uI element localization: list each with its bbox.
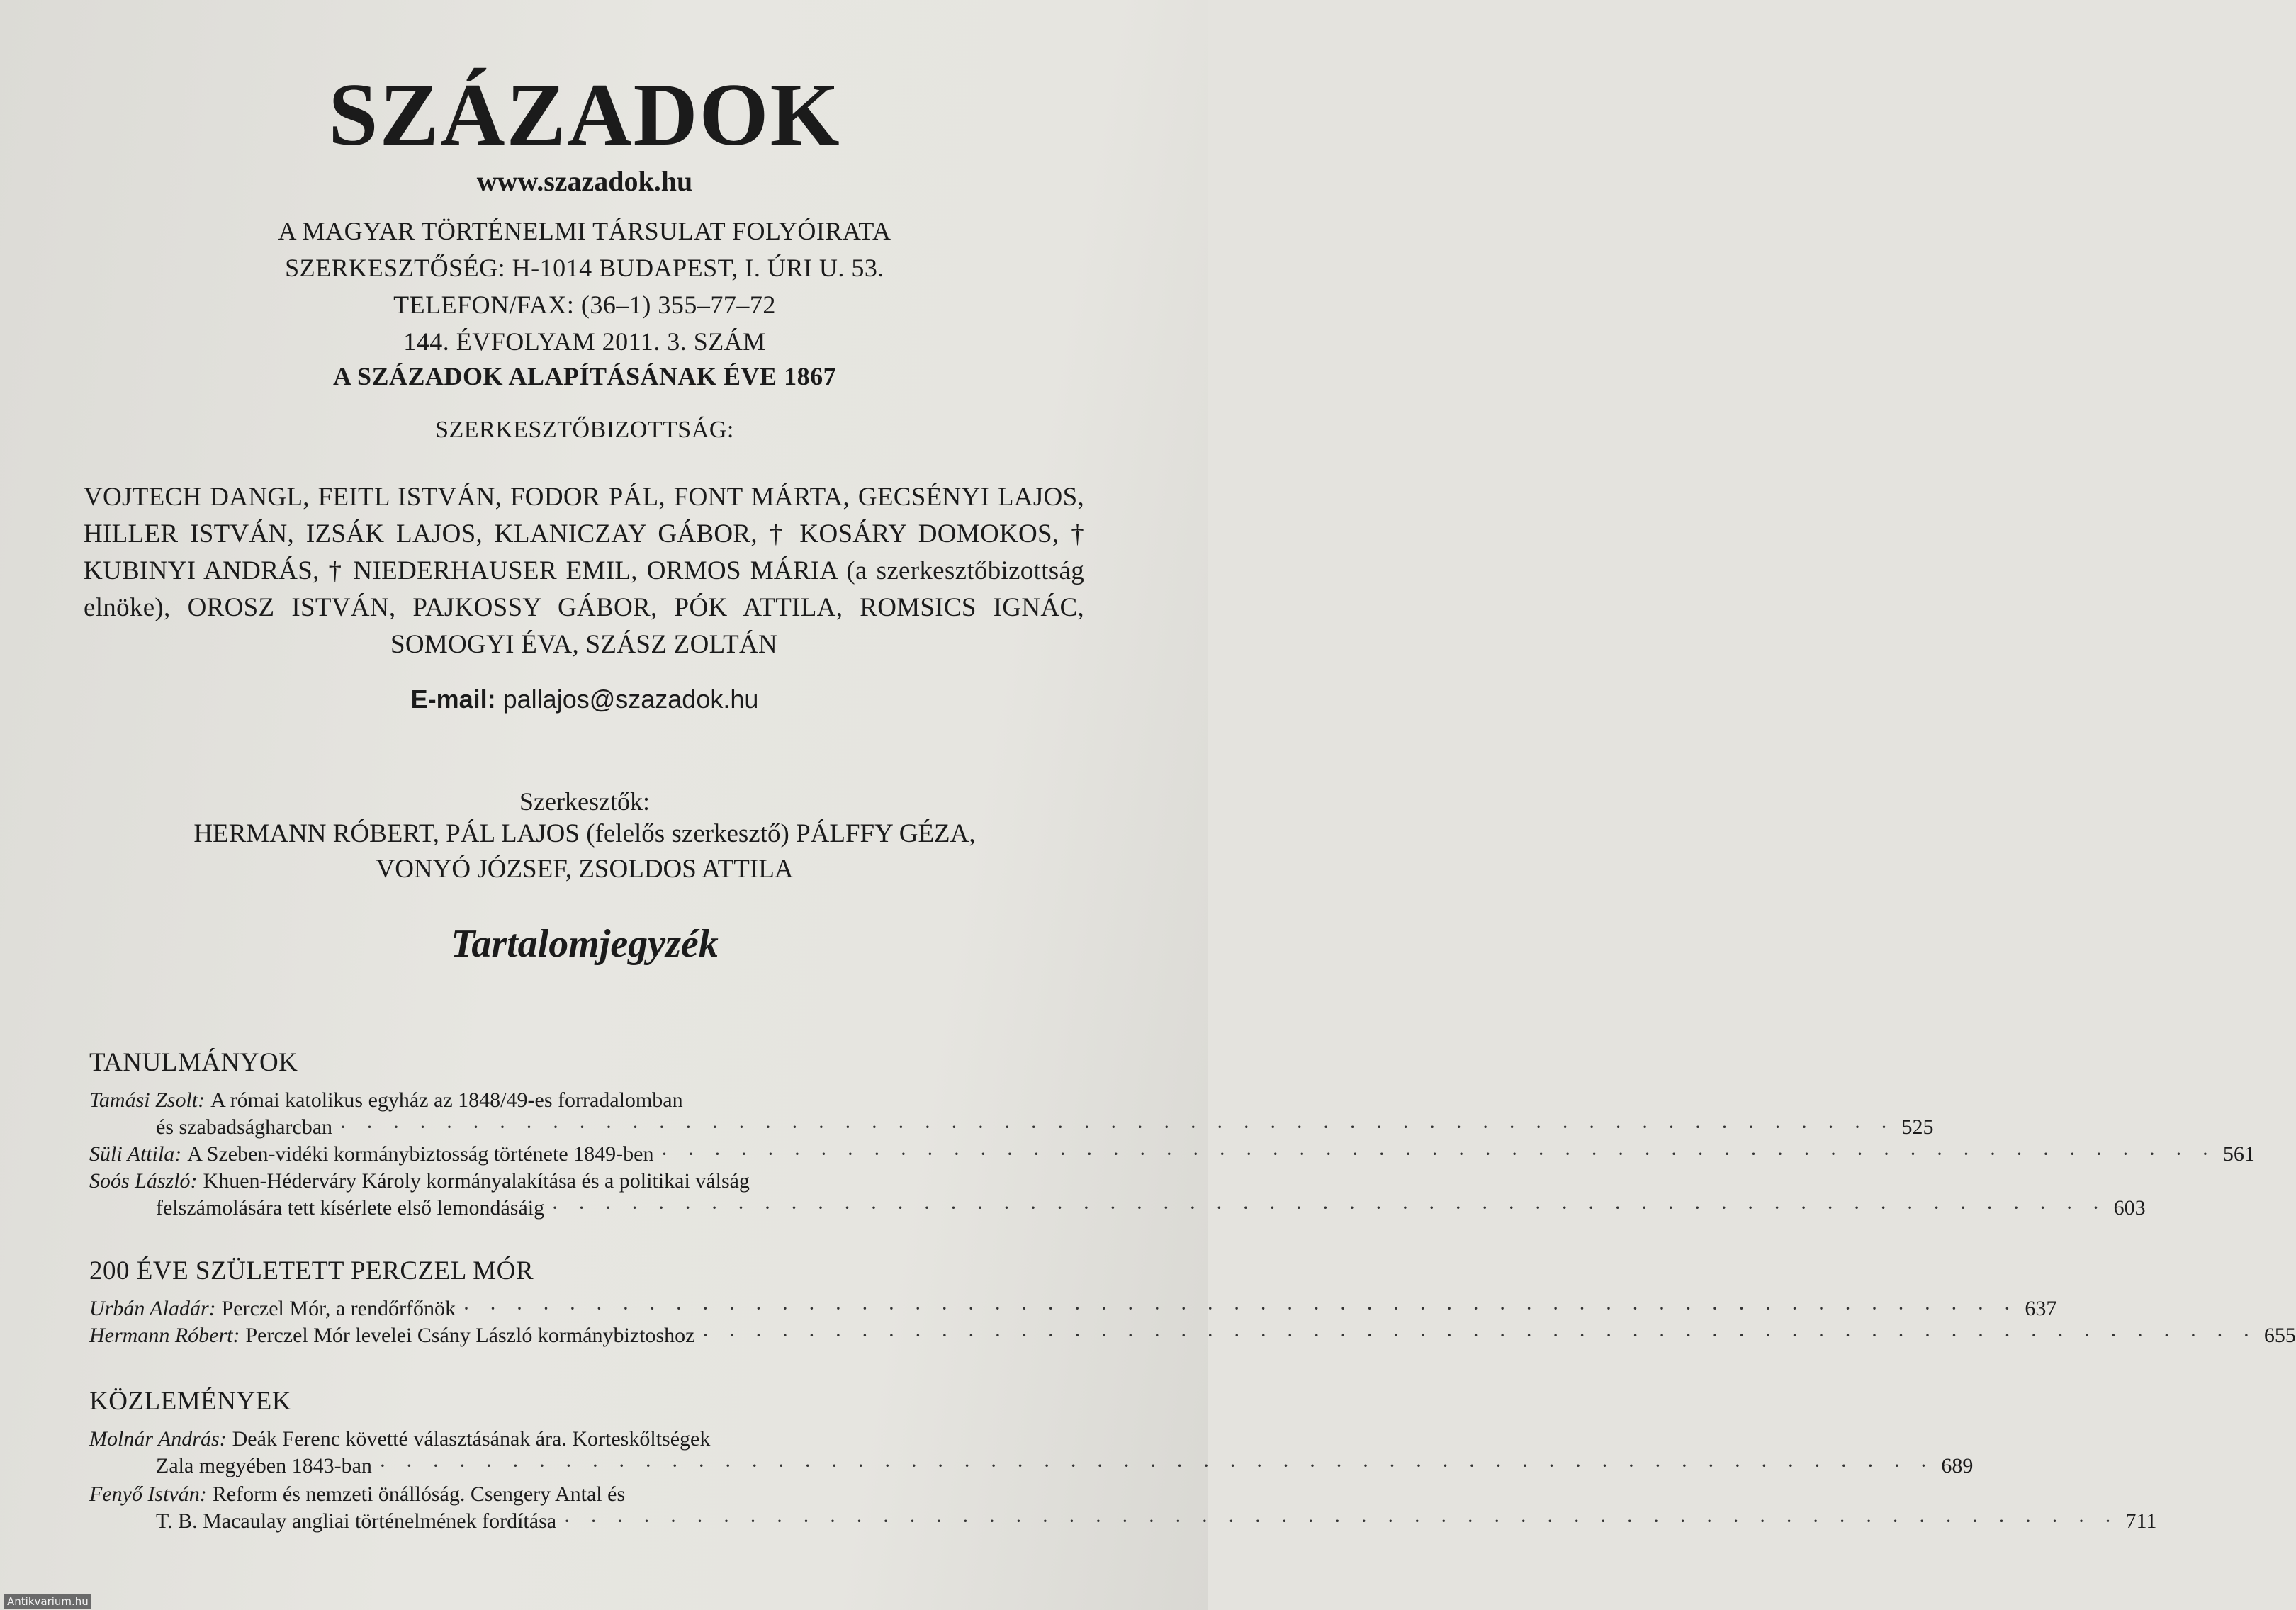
page-number: 637 — [2025, 1297, 2057, 1320]
entry-title: Reform és nemzeti önállóság. Csengery Antal és — [212, 1482, 626, 1506]
entry-title-cont: és szabadságharcban — [156, 1115, 333, 1139]
entry-author: Fenyő István: — [89, 1482, 207, 1506]
entry-author: Süli Attila: — [89, 1142, 182, 1166]
editors-line-2: VONYÓ JÓZSEF, ZSOLDOS ATTILA — [376, 855, 794, 884]
entry-title: Deák Ferenc követté választásának ára. Korteskőltségek — [232, 1427, 711, 1451]
board-members: VOJTECH DANGL, FEITL ISTVÁN, FODOR PÁL, FONT MÁRTA, GECSÉNYI LAJOS, HILLER ISTVÁN, IZSÁK LAJOS, KLANICZAY GÁBOR, † KOSÁRY DOMOKOS, † KUBINYI ANDRÁS, † NIEDERHAUSER EMIL, ORMOS MÁRIA (a szerkesztőbizottság elnöke), OROSZ ISTVÁN, PAJKOSSY GÁBOR, PÓK ATTILA, ROMSICS IGNÁC, SOMOGYI ÉVA, SZÁSZ ZOLTÁN — [84, 483, 1084, 659]
entry-author: Molnár András: — [89, 1427, 227, 1451]
founded-line: A SZÁZADOK ALAPÍTÁSÁNAK ÉVE 1867 — [332, 362, 837, 390]
toc-entry[interactable] — [89, 1295, 2057, 1322]
entry-title-cont: T. B. Macaulay angliai történelmének fordítása — [156, 1509, 557, 1533]
section-heading: KÖZLEMÉNYEK — [89, 1387, 292, 1416]
page-number: 689 — [1941, 1454, 1974, 1477]
page-number: 603 — [2113, 1196, 2146, 1220]
editors-list — [0, 816, 1169, 887]
toc-title: Tartalomjegyzék — [451, 922, 719, 966]
toc-entry[interactable] — [89, 1481, 2157, 1535]
email-label: E-mail: — [410, 685, 496, 714]
website-url[interactable]: www.szazadok.hu — [476, 165, 693, 197]
editors-line-1: HERMANN RÓBERT, PÁL LAJOS (felelős szerkesztő) PÁLFFY GÉZA, — [193, 819, 976, 848]
entry-author: Hermann Róbert: — [89, 1324, 240, 1347]
page-number: 655 — [2263, 1324, 2296, 1347]
publisher-line: A MAGYAR TÖRTÉNELMI TÁRSULAT FOLYÓIRATA — [278, 217, 891, 245]
entry-author: Tamási Zsolt: — [89, 1088, 206, 1112]
email-line — [0, 685, 1169, 714]
journal-title: SZÁZADOK — [328, 66, 841, 164]
entry-author: Soós László: — [89, 1169, 198, 1193]
page-number: 525 — [1901, 1115, 1934, 1139]
toc-entry[interactable] — [89, 1426, 1974, 1480]
dot-leader: · · · · · · · · · · · · · · · · · · · · · · · · · · · · · · · · · · · · · · · · · · · · · · · · · · · · · · · · · · · — [563, 1509, 2119, 1533]
entry-title: Perczel Mór levelei Csány László kormánybiztoshoz — [245, 1324, 695, 1347]
entry-author: Urbán Aladár: — [89, 1297, 216, 1320]
section-heading: 200 ÉVE SZÜLETETT PERCZEL MÓR — [89, 1256, 534, 1285]
publication-info — [0, 213, 1169, 360]
page-number: 711 — [2125, 1509, 2157, 1533]
dot-leader: · · · · · · · · · · · · · · · · · · · · · · · · · · · · · · · · · · · · · · · · · · · · · · · · · · · · · · · · · · · — [339, 1115, 1895, 1139]
dot-leader: · · · · · · · · · · · · · · · · · · · · · · · · · · · · · · · · · · · · · · · · · · · · · · · · · · · · · · · · · · · — [551, 1196, 2107, 1220]
toc-entry[interactable] — [89, 1141, 2255, 1168]
address-line: SZERKESZTŐSÉG: H-1014 BUDAPEST, I. ÚRI U. 53. — [285, 254, 884, 282]
entry-title-cont: felszámolására tett kísérlete első lemondásáig — [156, 1196, 545, 1220]
dot-leader: · · · · · · · · · · · · · · · · · · · · · · · · · · · · · · · · · · · · · · · · · · · · · · · · · · · · · · · · · · · — [378, 1454, 1935, 1477]
dot-leader: · · · · · · · · · · · · · · · · · · · · · · · · · · · · · · · · · · · · · · · · · · · · · · · · · · · · · · · · · · · — [462, 1297, 2018, 1320]
dot-leader: · · · · · · · · · · · · · · · · · · · · · · · · · · · · · · · · · · · · · · · · · · · · · · · · · · · · · · · · · · · — [702, 1324, 2257, 1347]
dot-leader: · · · · · · · · · · · · · · · · · · · · · · · · · · · · · · · · · · · · · · · · · · · · · · · · · · · · · · · · · · · — [660, 1142, 2216, 1166]
entry-title: A római katolikus egyház az 1848/49-es forradalomban — [210, 1088, 683, 1112]
watermark-label: Antikvarium.hu — [4, 1594, 91, 1609]
phone-line: TELEFON/FAX: (36–1) 355–77–72 — [393, 291, 776, 319]
toc-entry[interactable] — [89, 1322, 2296, 1349]
entry-title: Perczel Mór, a rendőrfőnök — [221, 1297, 456, 1320]
editors-label: Szerkesztők: — [519, 787, 650, 816]
toc-entry[interactable] — [89, 1168, 2146, 1222]
email-address[interactable]: pallajos@szazadok.hu — [502, 685, 759, 714]
entry-title-cont: Zala megyében 1843-ban — [156, 1454, 372, 1477]
entry-title: Khuen-Héderváry Károly kormányalakítása és a politikai válság — [203, 1169, 750, 1193]
volume-line: 144. ÉVFOLYAM 2011. 3. SZÁM — [403, 327, 766, 356]
section-heading: TANULMÁNYOK — [89, 1048, 298, 1077]
toc-entry[interactable] — [89, 1087, 1934, 1141]
board-label: SZERKESZTŐBIZOTTSÁG: — [435, 417, 734, 443]
page-number: 561 — [2222, 1142, 2255, 1166]
entry-title: A Szeben-vidéki kormánybiztosság története 1849-ben — [187, 1142, 654, 1166]
